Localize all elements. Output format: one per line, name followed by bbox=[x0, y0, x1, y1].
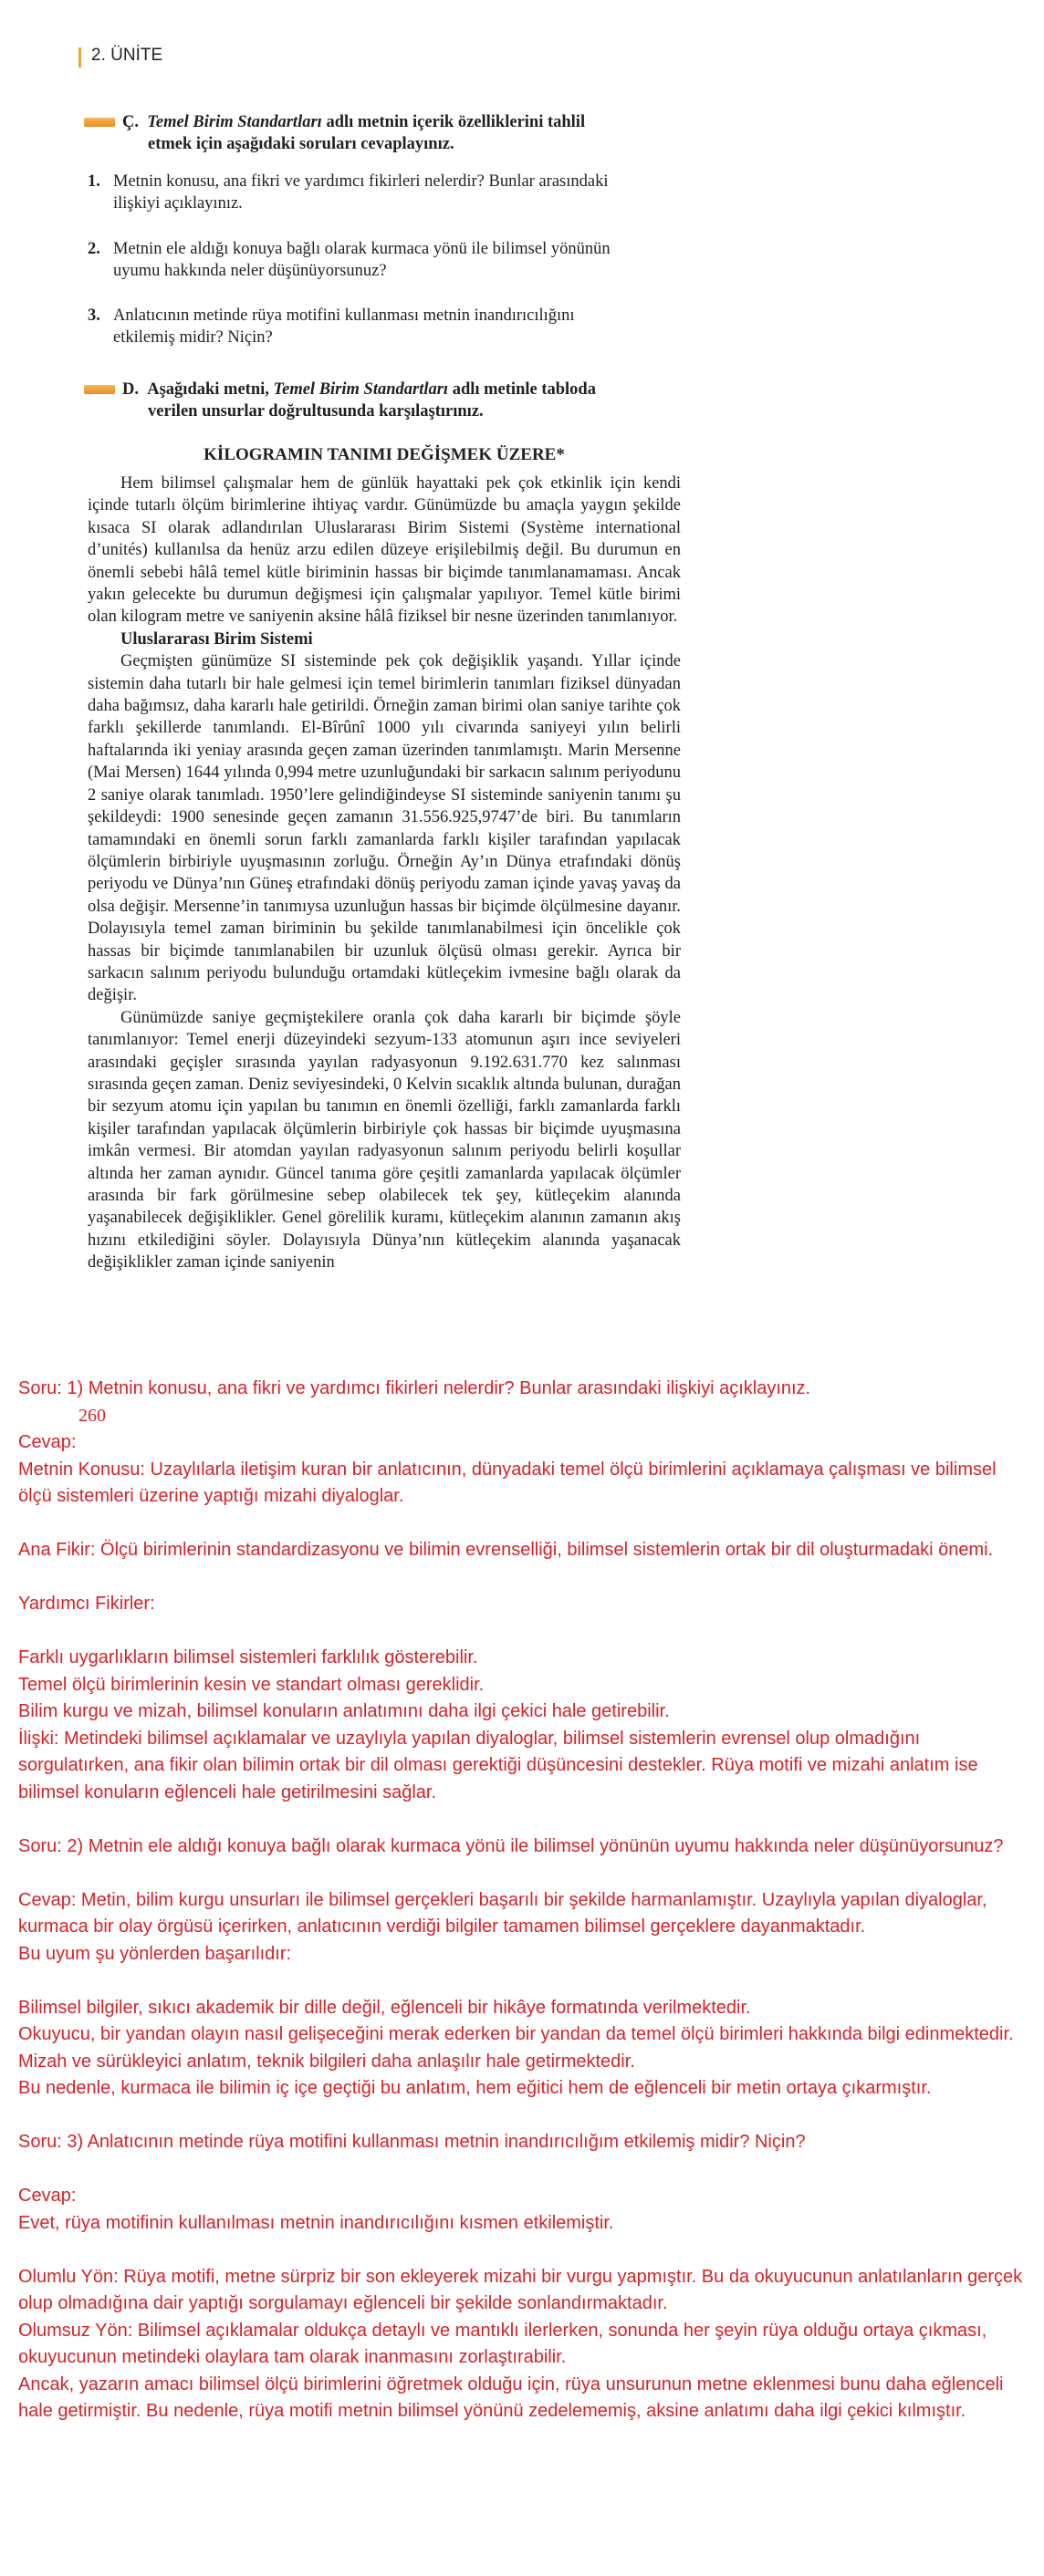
question-line: ilişkiyi açıklayınız. bbox=[113, 194, 243, 213]
task-d-line2: verilen unsurlar doğrultusunda karşılaştırınız. bbox=[148, 402, 484, 421]
answer-question-2: Soru: 2) Metnin ele aldığı konuya bağlı olarak kurmaca yönü ile bilimsel yönünün uyumu hakkında neler düşünüyorsunuz? bbox=[18, 1835, 1004, 1856]
task-d-pre: Aşağıdaki metni, bbox=[147, 380, 274, 399]
answer-harmony-heading: Bu uyum şu yönlerden başarılıdır: bbox=[18, 1943, 292, 1964]
answer-harmony-item: Mizah ve sürükleyici anlatım, teknik bilgileri daha anlaşılır hale getirmektedir. bbox=[18, 2051, 635, 2072]
answer-conclusion: Ancak, yazarın amacı bilimsel ölçü birimlerini öğretmek olduğu için, rüya unsurunun metne eklenmesi bunu daha eğlenceli hale getirmiştir. Bu nedenle, rüya motifi metnin bilimsel yönünü zedelememiş, aksine anlatımı daha ilgi çekici kılmıştır. bbox=[18, 2373, 1004, 2421]
task-marker-icon bbox=[84, 118, 115, 127]
answer-supporting-item: Bilim kurgu ve mizah, bilimsel konuların anlatımını daha ilgi çekici hale getirebilir. bbox=[18, 1701, 670, 1721]
answer-question-3: Soru: 3) Anlatıcının metinde rüya motifini kullanması metnin inandırıcılığım etkilemiş midir? Niçin? bbox=[18, 2132, 806, 2152]
task-c-letter: Ç. bbox=[122, 113, 139, 131]
answer-main-idea: Ana Fikir: Ölçü birimlerinin standardizasyonu ve bilimin evrenselliği, bilimsel sistemlerin ortak bir dil oluşturmadaki önemi. bbox=[18, 1540, 994, 1560]
answer-negative: Olumsuz Yön: Bilimsel açıklamalar oldukça detaylı ve mantıklı ilerlerken, sonunda her şeyin rüya olduğu ortaya çıkması, okuyucunun metindeki olaylara tam olarak inanmasını zorlaştırabilir. bbox=[18, 2320, 987, 2367]
article-paragraph-3: Günümüzde saniye geçmiştekilere oranla çok daha kararlı bir biçimde şöyle tanımlanıyor: Temel enerji düzeyindeki sezyum-133 atomunun aşırı ince seviyeleri arasındaki geçişler sırasında yayılan radyasyonun 9.192.631.770 kez salınması sırasında geçen zaman. Deniz seviyesindeki, 0 Kelvin sıcaklık altında bulunan, durağan bir sezyum atomu için yapılan bu tanımın en önemli özelliği, farklı zamanlarda farklı kişiler tarafından yapılacak ölçümlerin birbiriyle çok hassas bir biçimde uyuşmasına imkân vermesi. Bir atomdan yayılan radyasyonun salınım periyodu belirli koşullar altında her zaman aynıdır. Güncel tanıma göre çeşitli zamanlarda yapılacak ölçümler arasında bir fark görülmesine sebep olabilecek tek şey, kütleçekim alanında yaşanabilecek değişiklikler. Genel görelilik kuramı, kütleçekim alanının zamanın akış hızını etkilediğini söyler. Dolayısıyla Dünya’nın kütleçekim alanında yaşanacak değişiklikler zaman içinde saniyenin bbox=[88, 1008, 681, 1272]
page-number: 260 bbox=[78, 1405, 106, 1426]
task-d-heading bbox=[122, 379, 670, 422]
answer-2-text: Cevap: Metin, bilim kurgu unsurları ile bilimsel gerçekleri başarılı bir şekilde harmanlamıştır. Uzaylıyla yapılan diyaloglar, kurmaca bir olay örgüsü içerirken, anlatıcının verdiği bilgiler tamamen bilimsel gerçeklere dayanmaktadır. bbox=[18, 1889, 987, 1937]
answer-supporting-item: Temel ölçü birimlerinin kesin ve standart olması gereklidir. bbox=[18, 1674, 485, 1695]
task-c-heading bbox=[122, 111, 670, 155]
question-line: uyumu hakkında neler düşünüyorsunuz? bbox=[113, 262, 387, 280]
article-paragraph-1: Hem bilimsel çalışmalar hem de günlük hayattaki pek çok etkinlik için kendi içinde tutarlı ölçüm birimlerine ihtiyaç vardır. Günümüzde bu amaçla yaygın şekilde kısaca SI olarak adlandırılan Uluslararası Birim Sistemi (Système international d’unités) kullanılsa da henüz arzu edilen düzeye erişilebilmiş değil. Bu durumun en önemli sebebi hâlâ temel kütle biriminin hassas bir biçimde tanımlanamaması. Ancak yakın gelecekte bu durumun değişmesi için çalışmalar yapılıyor. Temel kütle birimi olan kilogram metre ve saniyenin aksine hâlâ fiziksel bir nesne üzerinden tanımlanıyor. bbox=[88, 474, 681, 627]
answer-3-text: Evet, rüya motifinin kullanılması metnin inandırıcılığını kısmen etkilemiştir. bbox=[18, 2212, 614, 2233]
task-c-line2: etmek için aşağıdaki soruları cevaplayınız. bbox=[148, 135, 454, 153]
answer-supporting-item: Farklı uygarlıkların bilimsel sistemleri farklılık gösterebilir. bbox=[18, 1647, 478, 1667]
task-d-title: Temel Birim Standartları bbox=[273, 380, 449, 399]
article-paragraph-2: Geçmişten günümüze SI sisteminde pek çok değişiklik yaşandı. Yıllar içinde sistemin daha tutarlı bir hale gelmesi için temel birimlerin tanımları fiziksel dünyadan daha bağımsız, daha kararlı hale getirildi. Örneğin zaman birimi olan saniye tarihte çok farklı şekillerde tanımlandı. El-Bîrûnî 1000 yılı civarında saniyeyi yılın belirli haftalarında iki yeniay arasında geçen zaman üzerinden tanımlamıştı. Marin Mersenne (Mai Mersen) 1644 yılında 0,994 metre uzunluğundaki bir sarkacın salınım periyodunu 2 saniye olarak tanımladı. 1950’lere gelindiğindeyse SI sisteminde saniyenin tanımı şu şekildeydi: 1900 senesinde geçen zamanın 31.556.925,9747’de biri. Bu tanımların tamamındaki en önemli sorun farklı zamanlarda farklı kişiler tarafından yapılacak ölçümlerin birbiriyle uyuşmasının zorluğu. Örneğin Ay’ın Dünya etrafındaki dönüş periyodu ve Dünya’nın Güneş etrafındaki dönüş periyodu zaman içinde yavaş yavaş da olsa değişir. Mersenne’in tanımıysa uzunluğun hassas bir biçimde ölçülmesine dayanır. Dolayısıyla temel zaman biriminin bu şekilde tanımlanabilmesi için öncelikle çok hassas bir biçimde tanımlanabilen bir uzunluk ölçüsü olması gerekir. Ayrıca bir sarkacın salınım periyodu bulunduğu ortamdaki kütleçekim ivmesine bağlı olarak da değişir. bbox=[88, 652, 681, 1005]
question-line: Anlatıcının metinde rüya motifini kullanması metnin inandırıcılığını bbox=[113, 306, 575, 325]
task-marker-icon bbox=[84, 385, 115, 394]
question-line: Metnin konusu, ana fikri ve yardımcı fikirleri nelerdir? Bunlar arasındaki bbox=[113, 172, 609, 191]
answer-label: Cevap: bbox=[18, 1432, 77, 1452]
task-c-line1: adlı metnin içerik özelliklerini tahlil bbox=[321, 113, 586, 131]
answer-topic: Metnin Konusu: Uzaylılarla iletişim kuran bir anlatıcının, dünyadaki temel ölçü birimlerini açıklamaya çalışması ve bilimsel ölçü sistemleri üzerine yaptığı mizahi diyaloglar. bbox=[18, 1459, 997, 1506]
answer-label: Cevap: bbox=[18, 2186, 77, 2206]
task-d-letter: D. bbox=[122, 380, 139, 399]
article-title: KİLOGRAMIN TANIMI DEĞİŞMEK ÜZERE* bbox=[204, 445, 565, 464]
task-c-title: Temel Birim Standartları bbox=[147, 113, 322, 131]
article-body bbox=[88, 473, 681, 1274]
unit-title: 2. ÜNİTE bbox=[91, 46, 163, 65]
task-d-line1: adlı metinle tabloda bbox=[448, 380, 596, 399]
answers-section bbox=[18, 1376, 1026, 2425]
answer-supporting-heading: Yardımcı Fikirler: bbox=[18, 1594, 155, 1614]
question-number: 2. bbox=[88, 240, 100, 258]
answer-question-1: Soru: 1) Metnin konusu, ana fikri ve yardımcı fikirleri nelerdir? Bunlar arasındaki ilişkiyi açıklayınız. bbox=[18, 1378, 811, 1398]
answer-relation: İlişki: Metindeki bilimsel açıklamalar ve uzaylıyla yapılan diyaloglar, bilimsel sistemlerin evrensel olup olmadığını sorgulatırken, ana fikir olan bilimin ortak bir dil olması gerektiği düşüncesini destekler. Rüya motifi ve mizahi anlatım ise bilimsel konuların eğlenceli hale getirilmesini sağlar. bbox=[18, 1728, 978, 1802]
article-subheading: Uluslararası Birim Sistemi bbox=[120, 629, 313, 649]
answer-positive: Olumlu Yön: Rüya motifi, metne sürpriz bir son ekleyerek mizahi bir vurgu yapmıştır. Bu da okuyucunun anlatılanların gerçek olup olmadığına dair yaptığı sorgulamayı eğlenceli bir şekilde sonlandırmaktadır. bbox=[18, 2266, 1023, 2313]
question-line: Metnin ele aldığı konuya bağlı olarak kurmaca yönü ile bilimsel yönünün bbox=[113, 240, 611, 258]
answer-harmony-item: Bilimsel bilgiler, sıkıcı akademik bir dille değil, eğlenceli bir hikâye formatında verilmektedir. bbox=[18, 1997, 751, 2018]
answer-harmony-item: Bu nedenle, kurmaca ile bilimin iç içe geçtiği bu anlatım, hem eğitici hem de eğlenceli bir metin ortaya çıkarmıştır. bbox=[18, 2078, 932, 2098]
question-line: etkilemiş midir? Niçin? bbox=[113, 328, 273, 347]
unit-accent-bar bbox=[78, 47, 81, 68]
answer-harmony-item: Okuyucu, bir yandan olayın nasıl gelişeceğini merak ederken bir yandan da temel ölçü birimleri hakkında bilgi edinmektedir. bbox=[18, 2024, 1014, 2044]
question-number: 3. bbox=[88, 306, 100, 325]
question-number: 1. bbox=[88, 172, 100, 191]
